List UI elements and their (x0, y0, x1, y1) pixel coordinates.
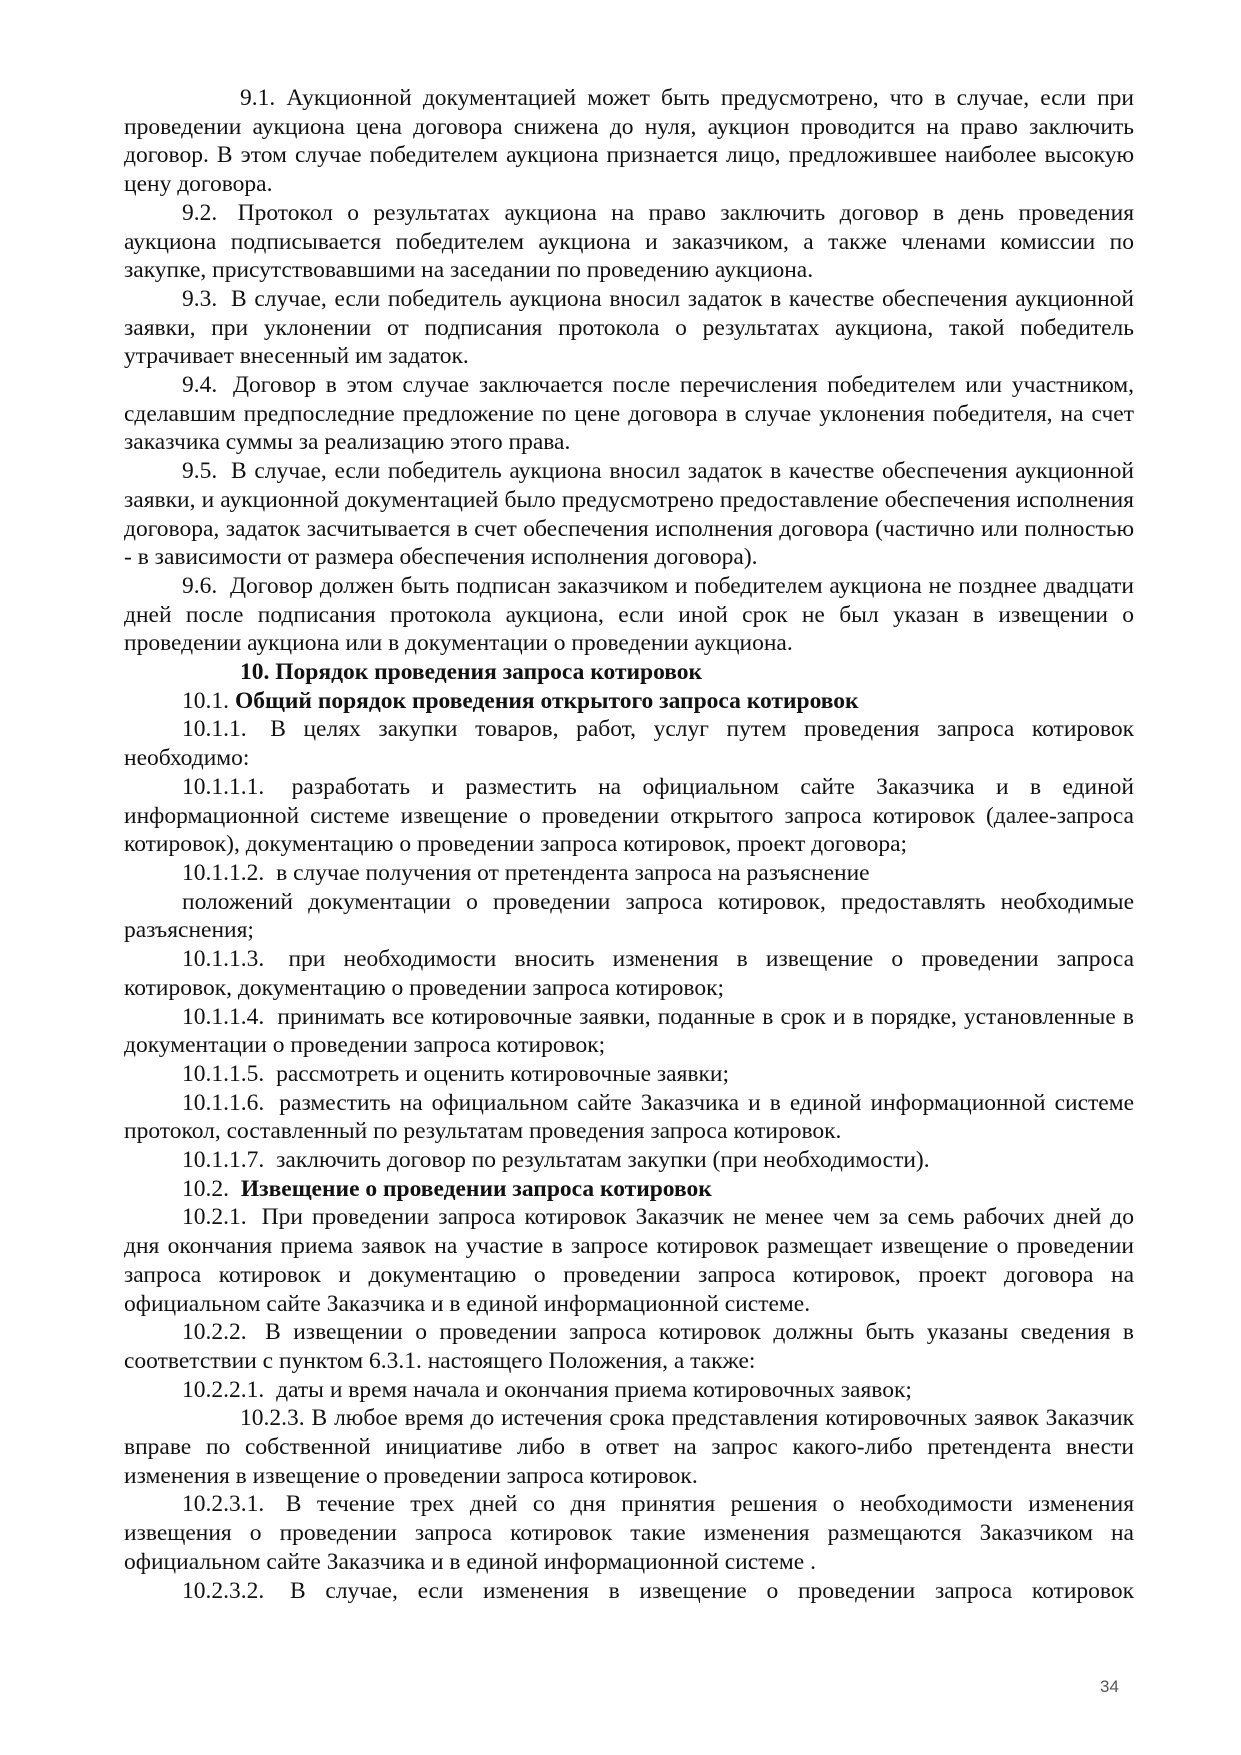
paragraph-10-1-1-1 (124, 773, 1134, 859)
section-number: 10.2. (182, 1175, 229, 1202)
paragraph-number: 10.2.3.2. (182, 1577, 265, 1604)
paragraph-number: 10.1.1.7. (182, 1147, 265, 1174)
paragraph-9-3 (124, 285, 1134, 371)
section-number: 10.1. (182, 687, 229, 714)
paragraph-number: 10.1.1.5. (182, 1060, 265, 1087)
paragraph-text: при необходимости вносить изменения в извещение о проведении запроса котировок, документацию о проведении запроса котировок; (124, 946, 1135, 1001)
section-title: Извещение о проведении запроса котировок (240, 1175, 712, 1202)
paragraph-number: 9.3. (182, 285, 218, 312)
paragraph-text: В извещении о проведении запроса котировок должны быть указаны сведения в соответствии с пунктом 6.3.1. настоящего Положения, а также: (124, 1319, 1134, 1374)
paragraph-10-1-1 (124, 715, 1134, 772)
paragraph-text: В случае, если победитель аукциона вносил задаток в качестве обеспечения аукционной заявки, и аукционной документацией было предусмотрено предоставление обеспечения исполнения договора, задаток засчитывается в счет обеспечения исполнения договора (частично или полностью - в зависимости от размера обеспечения исполнения договора). (124, 458, 1135, 571)
paragraph-number: 9.2. (182, 199, 218, 226)
paragraph-number: 10.1.1.4. (182, 1003, 265, 1030)
paragraph-10-1-1-7 (124, 1146, 1134, 1175)
paragraph-9-4 (124, 371, 1134, 457)
paragraph-text: В целях закупки товаров, работ, услуг путем проведения запроса котировок необходимо: (124, 716, 1134, 772)
paragraph-text: разместить на официальном сайте Заказчика и в единой информационной системе протокол, составленный по результатам проведения запроса котировок. (124, 1089, 1135, 1145)
paragraph-text: В случае, если изменения в извещение о проведении запроса котировок (289, 1577, 1135, 1604)
paragraph-10-2-2 (124, 1318, 1134, 1375)
paragraph-10-2-3-1 (124, 1490, 1134, 1576)
paragraph-text: даты и время начала и окончания приема котировочных заявок; (276, 1376, 912, 1403)
paragraph-number: 10.1.1.3. (182, 946, 265, 973)
paragraph-number: 10.2.3. (240, 1405, 305, 1432)
subsection-heading-10-2 (124, 1175, 1134, 1204)
section-number: 10. (240, 659, 270, 686)
paragraph-text: Договор должен быть подписан заказчиком и победителем аукциона не позднее двадцати дней после подписания протокола аукциона, если иной срок не был указан в извещении о проведении аукциона или в документации о проведении аукциона. (124, 572, 1135, 657)
paragraph-number: 10.2.2. (182, 1319, 247, 1346)
paragraph-text: принимать все котировочные заявки, поданные в срок и в порядке, установленные в документации о проведении запроса котировок; (124, 1003, 1134, 1059)
paragraph-10-2-3-2 (124, 1577, 1134, 1606)
paragraph-number: 9.1. (240, 85, 276, 111)
paragraph-10-1-1-2 (124, 859, 1134, 888)
paragraph-10-2-2-1 (124, 1376, 1134, 1405)
paragraph-10-1-1-2-continued (124, 888, 1134, 945)
paragraph-text: При проведении запроса котировок Заказчик не менее чем за семь рабочих дней до дня окончания приема заявок на участие в запросе котировок размещает извещение о проведении запроса котировок и документацию о проведении запроса котировок, проект договора на официальном сайте Заказчика и в единой информационной системе. (124, 1204, 1134, 1317)
paragraph-text: положений документации о проведении запроса котировок, предоставлять необходимые разъяснения; (124, 888, 1134, 944)
paragraph-10-2-1 (124, 1203, 1134, 1318)
paragraph-text: рассмотреть и оценить котировочные заявки; (276, 1060, 730, 1087)
paragraph-text: В любое время до истечения срока представления котировочных заявок Заказчик вправе по собственной инициативе либо в ответ на запрос какого-либо претендента внести изменения в извещение о проведении запроса котировок. (124, 1405, 1134, 1489)
paragraph-text: Протокол о результатах аукциона на право заключить договор в день проведения аукциона подписывается победителем аукциона и заказчиком, а также членами комиссии по закупке, присутствовавшими на заседании по проведению аукциона. (124, 199, 1135, 284)
paragraph-number: 9.5. (182, 458, 218, 485)
paragraph-10-1-1-5 (124, 1060, 1134, 1089)
section-heading-10 (124, 658, 1134, 687)
paragraph-10-1-1-6 (124, 1089, 1134, 1146)
paragraph-10-1-1-3 (124, 945, 1134, 1002)
paragraph-text: заключить договор по результатам закупки (при необходимости). (276, 1147, 930, 1174)
paragraph-text: Аукционной документацией может быть предусмотрено, что в случае, если при проведении аукциона цена договора снижена до нуля, аукцион проводится на право заключить договор. В этом случае победителем аукциона признается лицо, предложившее наиболее высокую цену договора. (124, 85, 1135, 198)
paragraph-number: 10.1.1.1. (182, 773, 265, 800)
paragraph-number: 10.2.3.1. (182, 1491, 265, 1518)
paragraph-text: В течение трех дней со дня принятия решения о необходимости изменения извещения о проведении запроса котировок такие изменения размещаются Заказчиком на официальном сайте Заказчика и в единой информационной системе . (124, 1491, 1134, 1575)
paragraph-9-1 (124, 84, 1134, 199)
document-page (124, 84, 1134, 1605)
paragraph-number: 10.1.1.2. (182, 859, 265, 886)
paragraph-number: 10.1.1. (182, 716, 247, 743)
paragraph-text: В случае, если победитель аукциона вносил задаток в качестве обеспечения аукционной заявки, при уклонении от подписания протокола о результатах аукциона, такой победитель утрачивает внесенный им задаток. (124, 285, 1135, 370)
page-number: 34 (1100, 1677, 1119, 1696)
section-title: Порядок проведения запроса котировок (275, 659, 703, 686)
paragraph-9-5 (124, 457, 1134, 572)
paragraph-10-1-1-4 (124, 1003, 1134, 1060)
paragraph-number: 10.2.2.1. (182, 1376, 265, 1403)
subsection-heading-10-1 (124, 687, 1134, 716)
paragraph-number: 10.2.1. (182, 1204, 247, 1231)
paragraph-10-2-3 (124, 1404, 1134, 1490)
section-title: Общий порядок проведения открытого запроса котировок (235, 687, 859, 714)
paragraph-text: Договор в этом случае заключается после перечисления победителем или участником, сделавшим предпоследние предложение по цене договора в случае уклонения победителя, на счет заказчика суммы за реализацию этого права. (124, 372, 1134, 456)
paragraph-text: в случае получения от претендента запроса на разъяснение (276, 859, 870, 886)
paragraph-9-2 (124, 199, 1134, 285)
paragraph-9-6 (124, 572, 1134, 658)
paragraph-number: 10.1.1.6. (182, 1089, 265, 1116)
paragraph-text: разработать и разместить на официальном сайте Заказчика и в единой информационной системе извещение о проведении открытого запроса котировок (далее-запроса котировок), документацию о проведении запроса котировок, проект договора; (124, 773, 1134, 858)
paragraph-number: 9.4. (182, 372, 218, 399)
paragraph-number: 9.6. (182, 572, 218, 599)
